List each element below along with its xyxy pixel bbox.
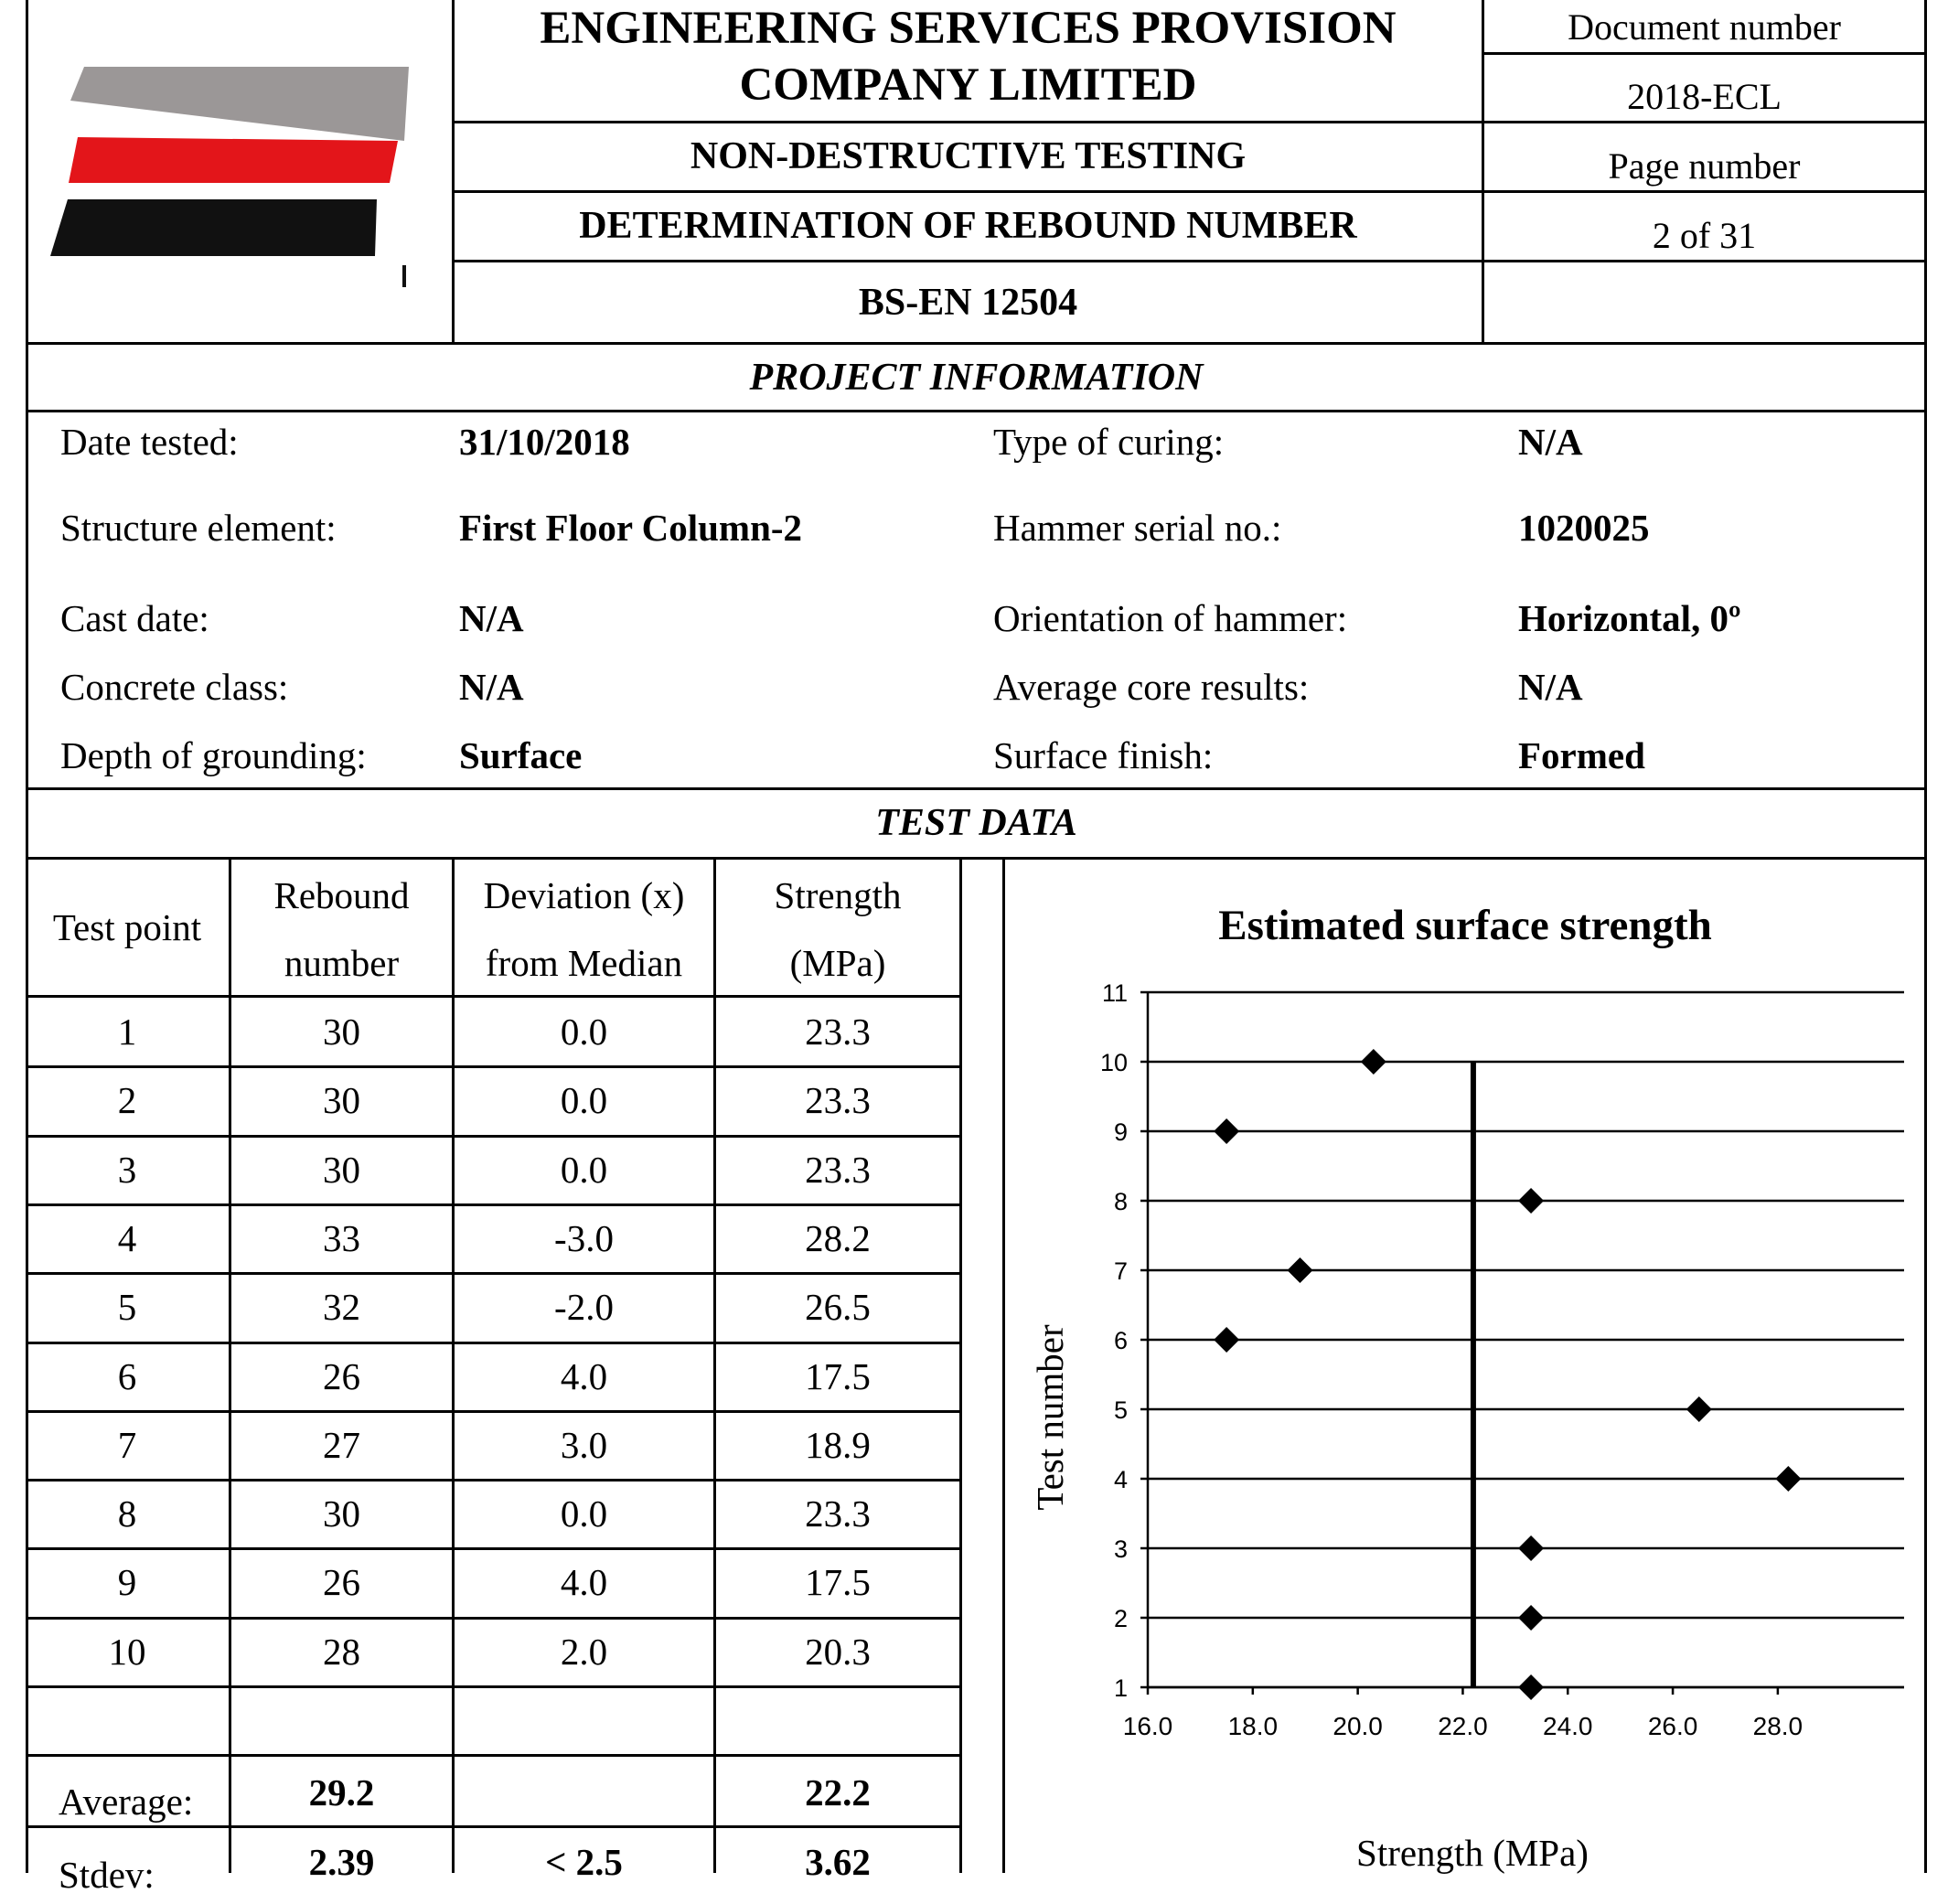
y-tick-label: 7 — [1113, 1257, 1128, 1285]
deviation-cell: -3.0 — [554, 1216, 614, 1259]
y-tick-label: 10 — [1099, 1049, 1128, 1076]
column-header-test-point: Test point — [52, 906, 202, 948]
y-tick-label: 8 — [1113, 1188, 1128, 1215]
hammer-orientation-label: Orientation of hammer: — [993, 597, 1348, 639]
stdev-label: Stdev: — [59, 1854, 155, 1896]
x-tick-label: 18.0 — [1227, 1712, 1279, 1740]
test-point-cell: 10 — [108, 1630, 146, 1673]
test-point-cell: 8 — [117, 1492, 137, 1535]
data-point-marker — [1214, 1327, 1239, 1353]
chart-title: Estimated surface strength — [1218, 902, 1712, 949]
rebound-number-cell: 30 — [323, 1011, 360, 1053]
rebound-number-cell: 26 — [323, 1561, 360, 1604]
rebound-number-cell: 33 — [323, 1216, 360, 1259]
table-row-line — [26, 1825, 962, 1828]
test-data-title: TEST DATA — [875, 802, 1077, 844]
logo-mark — [402, 265, 406, 287]
deviation-cell: 0.0 — [560, 1011, 608, 1053]
surface-finish-value: Formed — [1518, 734, 1645, 776]
test-point-cell: 3 — [117, 1148, 137, 1191]
x-tick-label: 26.0 — [1647, 1712, 1698, 1740]
strength-chart — [1006, 969, 1924, 1873]
deviation-cell: 2.0 — [560, 1630, 608, 1673]
structure-element-label: Structure element: — [60, 507, 337, 549]
test-point-cell: 4 — [117, 1216, 137, 1259]
data-point-marker — [1214, 1118, 1239, 1144]
average-core-results-value: N/A — [1518, 666, 1583, 708]
data-point-marker — [1686, 1396, 1712, 1422]
test-point-cell: 9 — [117, 1561, 137, 1604]
average-label: Average: — [59, 1781, 194, 1823]
table-row-line — [26, 1754, 962, 1757]
stdev-strength: 3.62 — [805, 1841, 871, 1883]
data-point-marker — [1775, 1466, 1801, 1492]
test-point-cell: 2 — [117, 1079, 137, 1122]
test-point-cell: 1 — [117, 1011, 137, 1053]
strength-cell: 23.3 — [805, 1011, 871, 1053]
rebound-number-cell: 30 — [323, 1079, 360, 1122]
rebound-number-cell: 32 — [323, 1286, 360, 1329]
y-tick-label: 5 — [1113, 1396, 1128, 1424]
section-rule — [26, 410, 1927, 412]
data-point-marker — [1518, 1674, 1544, 1700]
logo-bar-top — [70, 67, 409, 141]
deviation-cell: 3.0 — [560, 1423, 608, 1466]
table-column-line — [959, 857, 962, 1873]
strength-cell: 20.3 — [805, 1630, 871, 1673]
average-core-results-label: Average core results: — [993, 666, 1310, 708]
y-tick-label: 11 — [1101, 979, 1128, 1007]
y-tick-label: 2 — [1113, 1605, 1128, 1632]
strength-cell: 26.5 — [805, 1286, 871, 1329]
strength-cell: 17.5 — [805, 1354, 871, 1397]
strength-cell: 23.3 — [805, 1148, 871, 1191]
page-number-value: 2 of 31 — [1652, 215, 1757, 256]
depth-of-grounding-label: Depth of grounding: — [60, 734, 367, 776]
strength-cell: 28.2 — [805, 1216, 871, 1259]
strength-cell: 23.3 — [805, 1492, 871, 1535]
average-rebound: 29.2 — [308, 1771, 375, 1813]
y-tick-label: 9 — [1113, 1118, 1128, 1146]
deviation-cell: 4.0 — [560, 1561, 608, 1604]
document-number-label: Document number — [1568, 6, 1841, 48]
test-point-cell: 6 — [117, 1354, 137, 1397]
section-rule — [26, 857, 1927, 860]
data-point-marker — [1287, 1257, 1312, 1283]
column-header-deviation-line1: Deviation (x) — [483, 874, 685, 916]
cast-date-value: N/A — [459, 597, 524, 639]
concrete-class-value: N/A — [459, 666, 524, 708]
company-name-line1: ENGINEERING SERVICES PROVISION — [540, 3, 1397, 54]
column-header-deviation-line2: from Median — [485, 942, 683, 984]
stdev-rebound: 2.39 — [308, 1841, 375, 1883]
stdev-deviation: < 2.5 — [545, 1841, 623, 1883]
section-title: NON-DESTRUCTIVE TESTING — [690, 135, 1247, 177]
section-rule — [26, 787, 1927, 790]
average-strength: 22.2 — [805, 1771, 871, 1813]
x-tick-label: 16.0 — [1122, 1712, 1173, 1740]
column-header-rebound-line2: number — [284, 942, 400, 984]
company-logo — [46, 60, 421, 298]
document-number-value: 2018-ECL — [1627, 76, 1782, 117]
data-point-marker — [1518, 1535, 1544, 1561]
y-tick-label: 6 — [1113, 1327, 1128, 1354]
column-header-strength-line1: Strength — [774, 874, 902, 916]
rebound-number-cell: 30 — [323, 1148, 360, 1191]
y-tick-label: 3 — [1113, 1535, 1128, 1563]
y-axis-label: Test number — [1029, 1324, 1071, 1511]
page-number-label: Page number — [1608, 145, 1801, 187]
x-tick-label: 22.0 — [1438, 1712, 1488, 1740]
cast-date-label: Cast date: — [60, 597, 209, 639]
test-method-title: DETERMINATION OF REBOUND NUMBER — [579, 205, 1357, 247]
y-tick-label: 4 — [1113, 1466, 1128, 1493]
data-point-marker — [1361, 1049, 1386, 1075]
hammer-orientation-value: Horizontal, 0º — [1518, 597, 1741, 639]
type-of-curing-label: Type of curing: — [993, 421, 1225, 463]
x-axis-label: Strength (MPa) — [1356, 1832, 1589, 1874]
surface-finish-label: Surface finish: — [993, 734, 1214, 776]
date-tested-label: Date tested: — [60, 421, 239, 463]
test-point-cell: 7 — [117, 1423, 137, 1466]
table-row-line — [26, 1685, 962, 1688]
structure-element-value: First Floor Column-2 — [459, 507, 803, 549]
rebound-number-cell: 28 — [323, 1630, 360, 1673]
standard-reference: BS-EN 12504 — [858, 282, 1078, 324]
y-tick-label: 1 — [1113, 1674, 1128, 1702]
deviation-cell: 4.0 — [560, 1354, 608, 1397]
data-point-marker — [1518, 1605, 1544, 1631]
type-of-curing-value: N/A — [1518, 421, 1583, 463]
hammer-serial-label: Hammer serial no.: — [993, 507, 1282, 549]
hammer-serial-value: 1020025 — [1518, 507, 1650, 549]
deviation-cell: -2.0 — [554, 1286, 614, 1329]
deviation-cell: 0.0 — [560, 1148, 608, 1191]
rebound-number-cell: 27 — [323, 1423, 360, 1466]
chart-frame-line — [1002, 857, 1005, 1873]
rebound-number-cell: 26 — [323, 1354, 360, 1397]
date-tested-value: 31/10/2018 — [459, 421, 630, 463]
deviation-cell: 0.0 — [560, 1492, 608, 1535]
strength-cell: 23.3 — [805, 1079, 871, 1122]
project-information-title: PROJECT INFORMATION — [749, 357, 1204, 399]
x-tick-label: 24.0 — [1543, 1712, 1593, 1740]
test-point-cell: 5 — [117, 1286, 137, 1329]
company-name-line2: COMPANY LIMITED — [739, 59, 1197, 111]
rebound-number-cell: 30 — [323, 1492, 360, 1535]
strength-cell: 17.5 — [805, 1561, 871, 1604]
logo-bar-middle — [69, 137, 398, 183]
right-border — [1924, 0, 1927, 1873]
column-header-rebound-line1: Rebound — [273, 874, 410, 916]
logo-bar-bottom — [50, 199, 377, 256]
concrete-class-label: Concrete class: — [60, 666, 289, 708]
depth-of-grounding-value: Surface — [459, 734, 583, 776]
column-header-strength-line2: (MPa) — [789, 942, 886, 984]
strength-cell: 18.9 — [805, 1423, 871, 1466]
deviation-cell: 0.0 — [560, 1079, 608, 1122]
x-tick-label: 20.0 — [1333, 1712, 1383, 1740]
x-tick-label: 28.0 — [1752, 1712, 1804, 1740]
data-point-marker — [1518, 1188, 1544, 1214]
